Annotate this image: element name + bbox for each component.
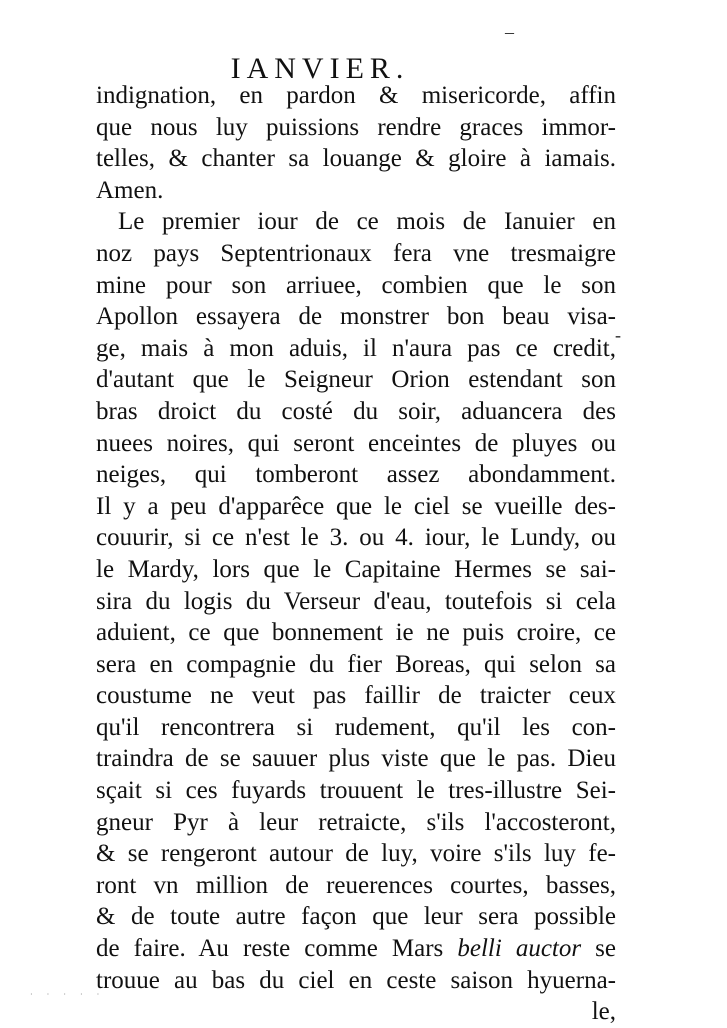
- text-line: sira du logis du Verseur d'eau, toutefois si cela: [96, 587, 616, 615]
- text-line: nuees noires, qui seront enceintes de pluyes ou: [96, 429, 616, 457]
- text-line: Le premier iour de ce mois de Ianuier en: [118, 208, 616, 236]
- text-segment: se: [595, 935, 616, 963]
- text-line: ge, mais à mon aduis, il n'aura pas ce credit,: [96, 334, 616, 362]
- text-line: sçait si ces fuyards trouuent le tres-illustre Sei-: [96, 777, 616, 805]
- text-line: mine pour son arriuee, combien que le son: [96, 271, 616, 299]
- text-line: trouue au bas du ciel en ceste saison hyuerna-: [96, 966, 616, 994]
- text-line: gneur Pyr à leur retraicte, s'ils l'accosteront,: [96, 808, 616, 836]
- text-line: noz pays Septentrionaux fera vne tresmaigre: [96, 239, 616, 267]
- running-title: IANVIER.: [230, 52, 410, 85]
- italic-phrase: belli auctor: [457, 935, 582, 963]
- text-line-mixed: [96, 933, 616, 965]
- text-line: & de toute autre façon que leur sera possible: [96, 903, 616, 931]
- text-line: neiges, qui tomberont assez abondamment.: [96, 461, 616, 489]
- text-line: indignation, en pardon & misericorde, affin: [96, 82, 616, 109]
- page-edge-specks: · · · · ·: [30, 990, 106, 999]
- text-line: telles, & chanter sa louange & gloire à iamais.: [96, 145, 616, 173]
- text-line: Apollon essayera de monstrer bon beau visa-: [96, 303, 616, 331]
- text-line: d'autant que le Seigneur Orion estendant son: [96, 366, 616, 394]
- printer-mark: -: [615, 325, 621, 345]
- text-line: le Mardy, lors que le Capitaine Hermes se sai-: [96, 555, 616, 583]
- text-line: & se rengeront autour de luy, voire s'ils luy fe-: [96, 840, 616, 868]
- body-text: [96, 80, 616, 1028]
- text-line: sera en compagnie du fier Boreas, qui selon sa: [96, 650, 616, 678]
- text-line: traindra de se sauuer plus viste que le pas. Dieu: [96, 745, 616, 773]
- text-line: Amen.: [96, 176, 164, 204]
- text-line: ront vn million de reuerences courtes, basses,: [96, 871, 616, 899]
- text-line: bras droict du costé du soir, aduancera des: [96, 397, 616, 425]
- text-line: couurir, si ce n'est le 3. ou 4. iour, le Lundy, ou: [96, 524, 616, 552]
- text-line: Il y a peu d'apparêce que le ciel se vueille des-: [96, 492, 616, 520]
- text-line: qu'il rencontrera si rudement, qu'il les con-: [96, 713, 616, 741]
- text-segment: de faire. Au reste comme Mars: [96, 935, 444, 963]
- text-line: que nous luy puissions rendre graces immor-: [96, 113, 616, 141]
- text-line: aduient, ce que bonnement ie ne puis croire, ce: [96, 619, 616, 647]
- text-line: coustume ne veut pas faillir de traicter ceux: [96, 682, 616, 710]
- printer-mark: –: [505, 22, 514, 42]
- catchword: le,: [591, 998, 616, 1026]
